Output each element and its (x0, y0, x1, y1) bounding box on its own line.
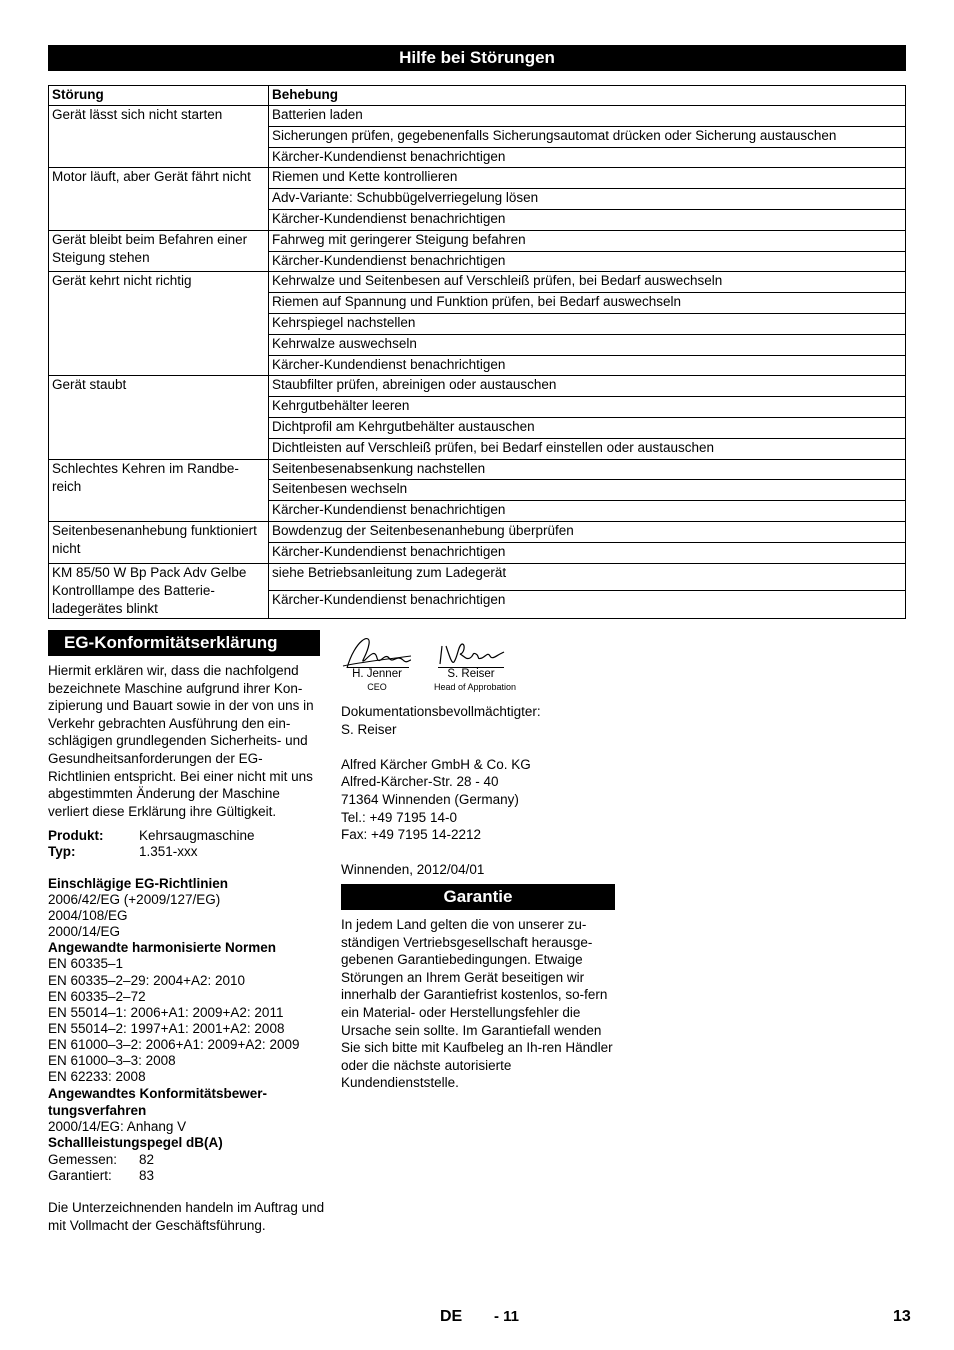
remedy-cell: Kehrgutbehälter leeren (269, 397, 906, 418)
company-city: 71364 Winnenden (Germany) (341, 791, 519, 807)
sound-heading: Schallleistungspegel dB(A) (48, 1135, 223, 1151)
remedy-cell: Kärcher-Kundendienst benachrichtigen (269, 251, 906, 272)
guaranteed-label: Garantiert: (48, 1167, 112, 1183)
fault-cell: Gerät bleibt beim Befahren einer Steigung stehen (49, 230, 269, 272)
section-title-warranty: Garantie (341, 884, 615, 910)
remedy-cell: Kärcher-Kundendienst benachrichtigen (269, 209, 906, 230)
standards-heading: Angewandte harmonisierte Normen (48, 940, 277, 956)
ec-intro-paragraph: Hiermit erklären wir, dass die nachfolgend bezeichnete Maschine aufgrund ihrer Kon-zipierung und Bauart sowie in der von uns in Verkehr gebrachten Ausführung den ein-schlägigen grundlegenden Sicherheits- und Gesundheitsanforderungen der EG-Richtlinien entspricht. Bei einer nicht mit uns abgestimmten Änderung der Maschine verliert diese Erklärung ihre Gültigkeit. (48, 663, 314, 819)
list-item: EN 55014–2: 1997+A1: 2001+A2: 2008 (48, 1020, 285, 1036)
remedy-cell: Sicherungen prüfen, gegebenenfalls Sicherungsautomat drücken oder Sicherung austauschen (269, 126, 906, 147)
list-item: 2000/14/EG (48, 924, 121, 940)
standards-list (48, 956, 338, 1085)
footer-page-number: 13 (893, 1308, 911, 1325)
company-street: Alfred-Kärcher-Str. 28 - 40 (341, 774, 499, 790)
directives-heading: Einschlägige EG-Richtlinien (48, 876, 229, 891)
fault-cell: Motor läuft, aber Gerät fährt nicht (49, 168, 269, 230)
remedy-cell: Kärcher-Kundendienst benachrichtigen (269, 591, 906, 619)
type-row (48, 844, 328, 860)
company-phone: Tel.: +49 7195 14-0 (341, 809, 457, 825)
remedy-cell: Staubfilter prüfen, abreinigen oder austauschen (269, 376, 906, 397)
fault-cell: Gerät lässt sich nicht starten (49, 106, 269, 168)
table-row (49, 106, 906, 127)
product-row (48, 828, 328, 844)
remedy-cell: Kehrwalze auswechseln (269, 334, 906, 355)
doc-authorized-label: Dokumentationsbevollmächtigter: (341, 704, 541, 719)
table-row (49, 521, 906, 542)
fault-cell: Seitenbesenanhebung funktioniert nicht (49, 521, 269, 563)
measured-value: 82 (139, 1151, 155, 1167)
table-row (49, 230, 906, 251)
measured-label: Gemessen: (48, 1151, 118, 1167)
remedy-cell: Riemen auf Spannung und Funktion prüfen, bei Bedarf auswechseln (269, 293, 906, 314)
type-value: 1.351-xxx (139, 844, 198, 860)
place-date: Winnenden, 2012/04/01 (341, 862, 485, 878)
ec-closing-text: Die Unterzeichnenden handeln im Auftrag und mit Vollmacht der Geschäftsführung. (48, 1200, 325, 1233)
remedy-cell: Seitenbesen wechseln (269, 480, 906, 501)
ec-standards (48, 876, 338, 1184)
list-item: EN 60335–2–72 (48, 988, 146, 1004)
remedy-cell: Fahrweg mit geringerer Steigung befahren (269, 230, 906, 251)
procedure-heading-line2: tungsverfahren (48, 1103, 147, 1119)
ec-intro-text (48, 662, 323, 820)
remedy-cell: Kärcher-Kundendienst benachrichtigen (269, 147, 906, 168)
remedy-cell: Kehrwalze und Seitenbesen auf Verschleiß prüfen, bei Bedarf auswechseln (269, 272, 906, 293)
signer-role-1: CEO (367, 682, 387, 692)
remedy-cell: Kehrspiegel nachstellen (269, 313, 906, 334)
signer-role-2: Head of Approbation (433, 682, 517, 692)
list-item: EN 62233: 2008 (48, 1069, 146, 1085)
section-title-ec-declaration: EG-Konformitätserklärung (48, 630, 320, 656)
section-title-troubleshooting: Hilfe bei Störungen (48, 45, 906, 71)
company-fax: Fax: +49 7195 14-2212 (341, 827, 481, 843)
table-body (49, 106, 906, 619)
product-value: Kehrsaugmaschine (139, 828, 255, 843)
column-header-fault: Störung (49, 86, 269, 106)
list-item: EN 61000–3–2: 2006+A1: 2009+A2: 2009 (48, 1036, 300, 1052)
guaranteed-value: 83 (139, 1167, 155, 1183)
table-row (49, 563, 906, 591)
signature-reiser (436, 638, 508, 670)
table-header-row (49, 86, 906, 106)
company-name: Alfred Kärcher GmbH & Co. KG (341, 756, 531, 772)
column-header-remedy: Behebung (269, 86, 906, 106)
list-item: 2004/108/EG (48, 908, 128, 924)
remedy-cell: Dichtprofil am Kehrgutbehälter austauschen (269, 417, 906, 438)
troubleshooting-table (48, 85, 906, 619)
signer-name-1: H. Jenner (352, 668, 402, 680)
product-label: Produkt: (48, 828, 104, 843)
table-row (49, 272, 906, 293)
measured-row (48, 1152, 338, 1168)
remedy-cell: Batterien laden (269, 106, 906, 127)
list-item: EN 60335–2–29: 2004+A2: 2010 (48, 972, 246, 988)
remedy-cell: Adv-Variante: Schubbügelverriegelung lösen (269, 189, 906, 210)
remedy-cell: Dichtleisten auf Verschleiß prüfen, bei Bedarf einstellen oder austauschen (269, 438, 906, 459)
company-contact-block (341, 703, 621, 879)
remedy-cell: Seitenbesenabsenkung nachstellen (269, 459, 906, 480)
procedure-value: 2000/14/EG: Anhang V (48, 1119, 187, 1135)
remedy-cell: Kärcher-Kundendienst benachrichtigen (269, 355, 906, 376)
fault-cell: Gerät kehrt nicht richtig (49, 272, 269, 376)
remedy-cell: Bowdenzug der Seitenbesenanhebung überprüfen (269, 521, 906, 542)
list-item: 2006/42/EG (+2009/127/EG) (48, 892, 221, 908)
fault-cell: KM 85/50 W Bp Pack Adv Gelbe Kontrolllampe des Batterie-ladegerätes blinkt (49, 563, 269, 618)
remedy-cell: siehe Betriebsanleitung zum Ladegerät (269, 563, 906, 591)
ec-product-info (48, 828, 328, 860)
footer-language: DE (440, 1308, 463, 1325)
guaranteed-row (48, 1168, 338, 1184)
signer-name-2: S. Reiser (447, 668, 495, 680)
type-label: Typ: (48, 844, 76, 860)
table-row (49, 376, 906, 397)
list-item: EN 61000–3–3: 2008 (48, 1053, 176, 1069)
procedure-heading-line1: Angewandtes Konformitätsbewer- (48, 1086, 268, 1102)
list-item: EN 55014–1: 2006+A1: 2009+A2: 2011 (48, 1004, 284, 1020)
directives-list (48, 892, 338, 940)
remedy-cell: Riemen und Kette kontrollieren (269, 168, 906, 189)
remedy-cell: Kärcher-Kundendienst benachrichtigen (269, 542, 906, 563)
footer-local-page: - 11 (494, 1308, 520, 1325)
remedy-cell: Kärcher-Kundendienst benachrichtigen (269, 501, 906, 522)
table-row (49, 459, 906, 480)
list-item: EN 60335–1 (48, 956, 124, 972)
warranty-text: In jedem Land gelten die von unserer zu-ständigen Vertriebsgesellschaft herausge-gebenen Garantiebedingungen. Etwaige Störungen an Ihrem Gerät beseitigen wir innerhalb der Garantiefrist kostenlos, so-fern ein Material- oder Herstellungsfehler die Ursache sein sollte. Im Garantiefall wenden Sie sich bitte mit Kaufbeleg an Ih-ren Händler oder die nächste autorisierte Kundendienststelle. (341, 917, 613, 1091)
fault-cell: Schlechtes Kehren im Randbe-reich (49, 459, 269, 521)
doc-authorized-name: S. Reiser (341, 721, 397, 737)
table-row (49, 168, 906, 189)
fault-cell: Gerät staubt (49, 376, 269, 459)
